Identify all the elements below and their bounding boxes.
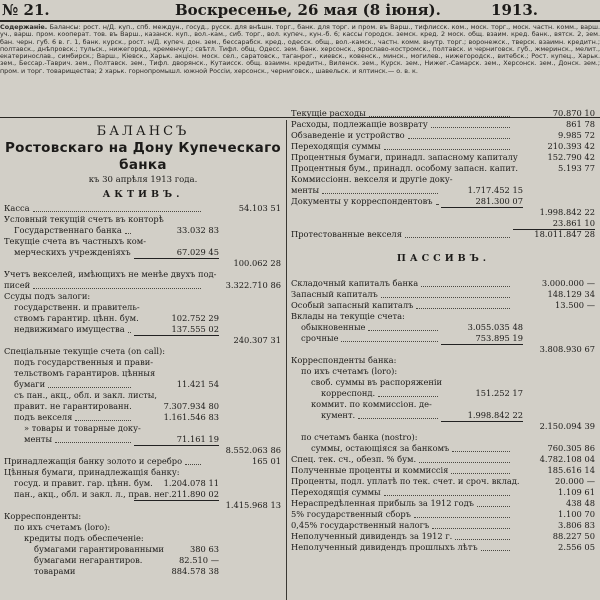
ledger-label: Государственнаго банка — [14, 225, 122, 235]
ledger-label: кредиты подъ обеспеченіе: — [24, 533, 144, 543]
total-amount: 760.305 86 — [547, 443, 595, 453]
ledger-row — [291, 498, 596, 509]
ledger-label: Корреспонденты банка: — [291, 355, 397, 365]
total-amount: 54.103 51 — [238, 203, 281, 213]
ledger-row — [4, 357, 282, 368]
ledger-row — [291, 388, 596, 399]
total-amount: 1.998.842 22 — [539, 207, 595, 217]
total-amount: 18.011.847 28 — [534, 229, 595, 239]
ledger-row — [291, 185, 596, 196]
total-amount: 70.870 10 — [552, 108, 595, 118]
dot-leader — [128, 332, 131, 333]
ledger-row — [4, 434, 282, 445]
ledger-label: Корреспонденты: — [4, 511, 82, 521]
contents-label: Содержаніе. — [0, 24, 48, 31]
table-of-contents — [0, 24, 600, 113]
dot-leader — [481, 550, 510, 551]
subtotal-amount: 211.890 02 — [134, 489, 219, 501]
dot-leader — [431, 127, 510, 128]
ledger-label: Обзаведеніе и устройство — [291, 130, 405, 140]
total-amount: 3.808.930 67 — [539, 344, 595, 354]
ledger-label: Учетъ векселей, имѣющихъ не менѣе двухъ под- — [4, 269, 217, 279]
ledger-label: по ихъ счетамъ (loro): — [14, 522, 111, 532]
total-amount: 2.556 05 — [558, 542, 595, 552]
ledger-row — [4, 533, 282, 544]
ledger-label: тельствомъ гарантиров. цѣнныя — [14, 368, 156, 378]
ledger-row — [4, 544, 282, 555]
dot-leader — [369, 116, 510, 117]
dot-leader — [384, 149, 510, 150]
dot-leader — [322, 193, 438, 194]
ledger-row — [291, 196, 596, 207]
right-column — [291, 108, 596, 553]
ledger-row — [4, 555, 282, 566]
ledger-label: Переходящія суммы — [291, 487, 381, 497]
ledger-label: менты — [291, 185, 320, 195]
ledger-row — [4, 500, 282, 511]
subtotal-amount: 281.300 07 — [441, 196, 523, 208]
ledger-row — [4, 478, 282, 489]
total-amount: 4.782.108 04 — [539, 454, 595, 464]
ledger-row — [4, 401, 282, 412]
ledger-label: Спеціальные текущіе счета (on call): — [4, 346, 166, 356]
subtotal-amount: 82.510 — — [179, 555, 219, 565]
ledger-row — [291, 542, 596, 553]
ledger-label: Расходы, подлежащіе возврату — [291, 119, 428, 129]
issue-number: № 21. — [2, 1, 50, 19]
ledger-label: Вклады на текущіе счета: — [291, 311, 405, 321]
ledger-row — [291, 509, 596, 520]
dot-leader — [381, 297, 510, 298]
ledger-label: Текущіе расходы — [291, 108, 366, 118]
dot-leader — [455, 539, 510, 540]
ledger-label: Нераспредѣленная прибыль за 1912 годъ — [291, 498, 474, 508]
assets-heading: АКТИВЪ. — [102, 189, 184, 200]
dot-leader — [341, 341, 438, 342]
dot-leader — [421, 286, 510, 287]
ledger-label: обыкновенные — [301, 322, 366, 332]
total-amount: 13.500 — — [555, 300, 595, 310]
ledger-row — [291, 322, 596, 333]
ledger-row — [291, 410, 596, 421]
ledger-label: корреспонд. — [321, 388, 376, 398]
ledger-label: Проценты, подл. уплатѣ по тек. счет. и сроч. вклад. — [291, 476, 520, 486]
ledger-row — [291, 119, 596, 130]
subtotal-amount: 3.055.035 48 — [467, 322, 523, 332]
ledger-row — [291, 289, 596, 300]
dot-leader — [33, 288, 201, 289]
ledger-row — [291, 163, 596, 174]
liabilities-heading: ПАССИВЪ. — [396, 253, 491, 264]
bank-name: Ростовскаго на Дону Купеческаго банка — [4, 140, 282, 173]
column-divider — [286, 120, 287, 600]
ledger-row — [291, 465, 596, 476]
ledger-label: Неполученный дивидендъ прошлыхъ лѣтъ — [291, 542, 478, 552]
ledger-row — [291, 377, 596, 388]
total-amount: 165 01 — [251, 456, 281, 466]
ledger-row — [291, 454, 596, 465]
ledger-row — [291, 267, 596, 278]
total-amount: 185.616 14 — [547, 465, 595, 475]
ledger-row — [291, 399, 596, 410]
balance-date: къ 30 апрѣля 1913 года. — [88, 175, 198, 185]
ledger-label: Запасный капиталъ — [291, 289, 378, 299]
ledger-row — [291, 174, 596, 185]
dot-leader — [452, 451, 510, 452]
ledger-label: писей — [4, 280, 31, 290]
subtotal-amount: 137.555 02 — [134, 324, 219, 336]
dot-leader — [378, 396, 438, 397]
ledger-label: Цѣнныя бумаги, принадлежащія банку: — [4, 467, 180, 477]
total-amount: 1.109 61 — [558, 487, 595, 497]
ledger-row — [291, 229, 596, 240]
balance-table-continued — [291, 108, 596, 553]
total-amount: 3.000.000 — — [541, 278, 595, 288]
ledger-label: 5% государственный сборъ — [291, 509, 411, 519]
total-amount: 2.150.094 39 — [539, 421, 595, 431]
dot-leader — [33, 211, 201, 212]
ledger-label: Переходящія суммы — [291, 141, 381, 151]
subtotal-amount: 1.204.078 11 — [163, 478, 219, 488]
subtotal-amount: 1.717.452 15 — [467, 185, 523, 195]
ledger-label: Условный текущій счетъ въ конторѣ — [4, 214, 164, 224]
ledger-row — [291, 487, 596, 498]
total-amount: 210.393 42 — [547, 141, 595, 151]
ledger-row — [291, 278, 596, 289]
ledger-label: по счетамъ банка (nostro): — [301, 432, 418, 442]
ledger-label: своб. суммы въ распоряженіи — [311, 377, 443, 387]
total-amount: 240.307 31 — [233, 335, 281, 345]
dot-leader — [432, 528, 510, 529]
total-amount: 8.552.063 86 — [225, 445, 281, 455]
ledger-row — [4, 247, 282, 258]
dot-leader — [419, 462, 510, 463]
ledger-label: подъ государственныя и прави- — [14, 357, 154, 367]
subtotal-amount: 753.895 19 — [441, 333, 523, 345]
ledger-row — [4, 203, 282, 214]
ledger-row — [291, 443, 596, 454]
ledger-label: недвижимаго имущества — [14, 324, 125, 334]
ledger-row — [291, 218, 596, 229]
ledger-label: ствомъ гарантир. цѣнн. бум. — [14, 313, 139, 323]
total-amount: 438 48 — [565, 498, 595, 508]
subtotal-amount: 11.421 54 — [176, 379, 219, 389]
ledger-row — [4, 291, 282, 302]
total-amount: 9.985 72 — [558, 130, 595, 140]
balance-heading: БАЛАНСЪ — [96, 124, 190, 139]
ledger-label: госуд. и правит. гар. цѣнн. бум. — [14, 478, 153, 488]
issue-date: Воскресенье, 26 мая (8 іюня). — [175, 1, 441, 19]
ledger-row — [4, 335, 282, 346]
dot-leader — [477, 506, 510, 507]
ledger-row — [291, 421, 596, 432]
ledger-label: Принадлежащія банку золото и серебро — [4, 456, 183, 466]
ledger-label: 0,45% государственный налогъ — [291, 520, 430, 530]
ledger-row — [291, 366, 596, 377]
issue-header — [0, 0, 600, 22]
ledger-row — [4, 423, 282, 434]
total-amount: 148.129 34 — [547, 289, 595, 299]
ledger-label: срочные — [301, 333, 339, 343]
total-amount: 100.062 28 — [233, 258, 281, 268]
ledger-label: Особый запасный капиталъ — [291, 300, 414, 310]
total-amount: 3.322.710 86 — [225, 280, 281, 290]
ledger-label: Полученные проценты и коммиссія — [291, 465, 449, 475]
ledger-row — [4, 368, 282, 379]
total-amount: 1.415.968 13 — [225, 500, 281, 510]
ledger-label: Коммиссіонн. векселя и другіе доку- — [291, 174, 453, 184]
issue-year: 1913. — [491, 1, 538, 19]
subtotal-amount: 884.578 38 — [171, 566, 219, 576]
subtotal-amount: 1.998.842 22 — [441, 410, 523, 422]
ledger-label: коммит. по коммиссіон. де- — [311, 399, 432, 409]
dot-leader — [75, 420, 131, 421]
ledger-label: пан., акц., обл. и закл. л., прав. нег. — [14, 489, 172, 499]
ledger-row — [4, 445, 282, 456]
ledger-row — [4, 324, 282, 335]
ledger-label: бумаги — [14, 379, 46, 389]
ledger-row — [4, 236, 282, 247]
ledger-label: » товары и товарные доку- — [24, 423, 141, 433]
ledger-label: суммы, остающіяся за банкомъ — [311, 443, 450, 453]
ledger-row — [291, 300, 596, 311]
ledger-label: подъ векселя — [14, 412, 73, 422]
ledger-label: Складочный капиталъ банка — [291, 278, 419, 288]
ledger-row — [4, 269, 282, 280]
ledger-row — [4, 214, 282, 225]
ledger-label: Процентныя бум., принадл. особому запасн. капит. — [291, 163, 519, 173]
ledger-row — [4, 456, 282, 467]
total-amount: 3.806 83 — [558, 520, 595, 530]
ledger-row — [4, 522, 282, 533]
ledger-label: Текущіе счета въ частныхъ ком- — [4, 236, 147, 246]
dot-leader — [48, 387, 131, 388]
ledger-row — [291, 520, 596, 531]
subtotal-amount: 71.161 19 — [134, 434, 219, 446]
left-column — [4, 124, 282, 577]
ledger-row — [4, 225, 282, 236]
total-amount: 1.100 70 — [558, 509, 595, 519]
subtotal-amount: 67.029 45 — [134, 247, 219, 259]
ledger-row — [291, 333, 596, 344]
subtotal-amount: 380 63 — [189, 544, 219, 554]
dot-leader — [125, 233, 131, 234]
ledger-row — [4, 280, 282, 291]
ledger-label: Неполученный дивидендъ за 1912 г. — [291, 531, 453, 541]
ledger-row — [4, 313, 282, 324]
ledger-row — [4, 390, 282, 401]
total-amount: 88.227 50 — [552, 531, 595, 541]
contents-text: Балансы: рост. н/Д. куп., спб. междун., госуд., русск. для внѣшн. торг., банк. для торг. и пром. въ Варш., тифлисск. ком., моск. торг., моск. частн. комм., варш. уч., варш. пром. кооперат. тов. въ Варш., казанск. куп., вол.-кам., сиб. торг., вол. купеч., кун.-б. 6; кассы городск. земск. кред. 2 моск. общ. взаим. кред. банк., вятск. 2, зем. бан. черн. губ. 6 в. г. 1, банк. курск., рост. н/Д. купеч. дон. зем., бессарабск. кред., одесск. общ., вол.-камск., частн. комм. внутр. торг.; воронежск., тверск. взаимн. кредитн.; полтавск., днѣпровск.; тульск., нижегород., кременчуг.; свѣтл. Тифл. общ. Одесс. зем. банк. херсонск., ярославо-костромск., полтавск. и черниговск. губ., жмеринск., мелит., екатеринослав., симбирск.; Варш., Кіевск., Харьк. акціон. моск. сел., саратовск., таганрог., киевск., ковенск., минск., могилев., нижегородск., витебск.; Рост. купец., Харьк. зем., Бессар.-Таврич. зем., Полтавск. зем., Тифл. дворянск., Кутаисск. общ. взаимн. кредитн., Виленск. зем., Курск. зем., Нижег.-Самарск. зем., Херсонск. зем., Донск. зем.; пром. и торг. товарищества; 2 харьк. горнопромышл. южной Россіи, херсонск., черниговск., шавельск. и ялтинск.— о. в. к. — [0, 24, 600, 75]
ledger-row — [291, 141, 596, 152]
subtotal-amount: 7.307.934 80 — [163, 401, 219, 411]
dot-leader — [384, 495, 510, 496]
ledger-label: менты — [24, 434, 53, 444]
ledger-row — [291, 531, 596, 542]
ledger-row — [4, 566, 282, 577]
ledger-label: правит. не гарантированн. — [14, 401, 132, 411]
ledger-label: по ихъ счетамъ (loro): — [301, 366, 398, 376]
ledger-label: Документы у корреспондентовъ — [291, 196, 433, 206]
ledger-row — [291, 130, 596, 141]
ledger-row — [291, 152, 596, 163]
ledger-row — [291, 207, 596, 218]
ledger-row — [4, 302, 282, 313]
dot-leader — [436, 204, 438, 205]
total-amount: 23.861 10 — [513, 218, 595, 230]
dot-leader — [405, 237, 510, 238]
ledger-label: Касса — [4, 203, 30, 213]
dot-leader — [368, 330, 438, 331]
ledger-row — [4, 467, 282, 478]
dot-leader — [408, 138, 510, 139]
dot-leader — [55, 442, 131, 443]
ledger-label: мерческихъ учрежденіяхъ — [14, 247, 131, 257]
subtotal-amount: 1.161.546 83 — [163, 412, 219, 422]
ledger-row — [291, 344, 596, 355]
dot-leader — [451, 473, 510, 474]
ledger-label: товарами — [34, 566, 76, 576]
total-amount: 5.193 77 — [558, 163, 595, 173]
ledger-label: государственн. и правитель- — [14, 302, 140, 312]
total-amount: 861 78 — [565, 119, 595, 129]
ledger-row — [291, 432, 596, 443]
ledger-row — [291, 240, 596, 251]
ledger-label: Спец. тек. сч., обезп. % бум. — [291, 454, 417, 464]
ledger-row — [291, 476, 596, 487]
dot-leader — [358, 418, 438, 419]
subtotal-amount: 33.032 83 — [176, 225, 219, 235]
ledger-label: Процентныя бумаги, принадл. запасному капиталу — [291, 152, 518, 162]
ledger-row — [4, 511, 282, 522]
ledger-label: съ пан., акц., обл. и закл. листы, — [14, 390, 158, 400]
ledger-row — [291, 355, 596, 366]
ledger-label: Ссуды подъ залоги: — [4, 291, 91, 301]
ledger-label: бумагами гарантированными — [34, 544, 164, 554]
ledger-row — [4, 412, 282, 423]
ledger-label: бумагами негарантиров. — [34, 555, 143, 565]
ledger-label: кумент. — [321, 410, 356, 420]
dot-leader — [416, 308, 510, 309]
dot-leader — [185, 464, 201, 465]
ledger-row — [4, 258, 282, 269]
total-amount: 152.790 42 — [547, 152, 595, 162]
assets-table — [4, 203, 282, 577]
subtotal-amount: 151.252 17 — [475, 388, 523, 398]
ledger-row — [4, 489, 282, 500]
ledger-row — [291, 311, 596, 322]
ledger-label: Протестованные векселя — [291, 229, 402, 239]
ledger-row — [291, 108, 596, 119]
dot-leader — [414, 517, 510, 518]
ledger-row — [4, 346, 282, 357]
ledger-row — [4, 379, 282, 390]
total-amount: 20.000 — — [555, 476, 595, 486]
subtotal-amount: 102.752 29 — [171, 313, 219, 323]
